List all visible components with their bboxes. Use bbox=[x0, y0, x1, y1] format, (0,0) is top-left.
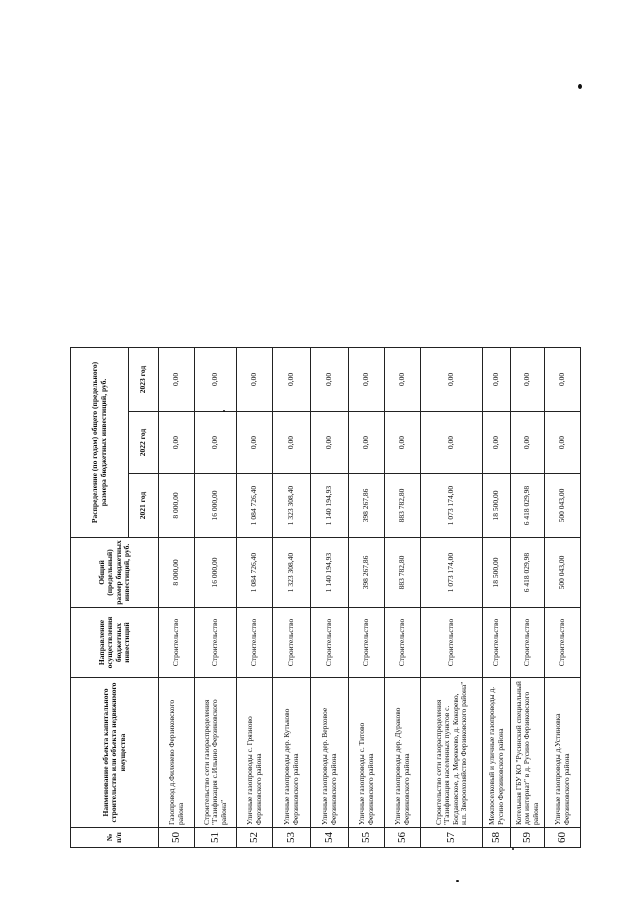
object-name: Уличные газопроводы дер. Кутьково Ферзиковского района bbox=[273, 678, 311, 828]
amount-2023: 0,00 bbox=[349, 347, 385, 411]
row-number: 53 bbox=[273, 828, 311, 848]
total-amount: 1 084 726,40 bbox=[237, 538, 273, 608]
table-row bbox=[311, 347, 349, 847]
row-number: 50 bbox=[159, 828, 195, 848]
row-number: 57 bbox=[421, 828, 483, 848]
investment-direction: Строительство bbox=[511, 608, 545, 678]
object-name: Строительство сети газораспределения "Газификация населенных пунктов с. Богдановское, д. Мерекеево, д. Кокорево, н.п. Звероохозяйство Ферзиковского района" bbox=[421, 678, 483, 828]
header-distribution: Распределение (по годам) общего (предельного) размера бюджетных инвестиций, руб. bbox=[71, 347, 129, 537]
table-row bbox=[349, 347, 385, 847]
amount-2021: 883 782,80 bbox=[385, 474, 421, 538]
object-name: Котельная ГБУ КО "Русинский специальный дом интернат" в д. Русино Ферзиковского района bbox=[511, 678, 545, 828]
amount-2023: 0,00 bbox=[483, 347, 511, 411]
amount-2022: 0,00 bbox=[311, 412, 349, 474]
table-row bbox=[237, 347, 273, 847]
rotated-table-container bbox=[70, 348, 580, 848]
investment-direction: Строительство bbox=[349, 608, 385, 678]
header-2021: 2021 год bbox=[129, 474, 159, 538]
investment-direction: Строительство bbox=[237, 608, 273, 678]
investment-direction: Строительство bbox=[195, 608, 237, 678]
header-num: № п/п bbox=[71, 828, 159, 848]
object-name: Межпоселковый и уличные газопроводы д. Русино Ферзиковского района bbox=[483, 678, 511, 828]
row-number: 55 bbox=[349, 828, 385, 848]
object-name: Уличные газопроводы с. Титово Ферзиковского района bbox=[349, 678, 385, 828]
amount-2023: 0,00 bbox=[273, 347, 311, 411]
amount-2021: 1 140 194,93 bbox=[311, 474, 349, 538]
amount-2023: 0,00 bbox=[195, 347, 237, 411]
scan-speck bbox=[578, 84, 582, 89]
header-total: Общий (предельный) размер бюджетных инвестиций, руб. bbox=[71, 538, 159, 608]
object-name: Уличные газопроводы д.Устиновка Ферзиковского района bbox=[545, 678, 581, 828]
amount-2022: 0,00 bbox=[545, 412, 581, 474]
row-number: 52 bbox=[237, 828, 273, 848]
object-name: Газопровод д.Филенево Ферзиковского района bbox=[159, 678, 195, 828]
total-amount: 16 000,00 bbox=[195, 538, 237, 608]
row-number: 59 bbox=[511, 828, 545, 848]
scan-speck bbox=[223, 410, 225, 412]
amount-2023: 0,00 bbox=[545, 347, 581, 411]
investment-direction: Строительство bbox=[421, 608, 483, 678]
header-2023: 2023 год bbox=[129, 347, 159, 411]
amount-2022: 0,00 bbox=[237, 412, 273, 474]
amount-2022: 0,00 bbox=[385, 412, 421, 474]
investment-direction: Строительство bbox=[273, 608, 311, 678]
row-number: 60 bbox=[545, 828, 581, 848]
amount-2022: 0,00 bbox=[511, 412, 545, 474]
total-amount: 1 073 174,00 bbox=[421, 538, 483, 608]
investment-direction: Строительство bbox=[311, 608, 349, 678]
budget-investments-table bbox=[70, 347, 581, 848]
amount-2021: 16 000,00 bbox=[195, 474, 237, 538]
amount-2022: 0,00 bbox=[195, 412, 237, 474]
amount-2022: 0,00 bbox=[159, 412, 195, 474]
amount-2021: 1 073 174,00 bbox=[421, 474, 483, 538]
amount-2021: 6 418 029,98 bbox=[511, 474, 545, 538]
amount-2023: 0,00 bbox=[385, 347, 421, 411]
total-amount: 18 500,00 bbox=[483, 538, 511, 608]
row-number: 54 bbox=[311, 828, 349, 848]
amount-2023: 0,00 bbox=[511, 347, 545, 411]
header-row bbox=[71, 347, 129, 847]
total-amount: 8 000,00 bbox=[159, 538, 195, 608]
amount-2021: 1 323 308,40 bbox=[273, 474, 311, 538]
total-amount: 1 140 194,93 bbox=[311, 538, 349, 608]
amount-2022: 0,00 bbox=[273, 412, 311, 474]
total-amount: 6 418 029,98 bbox=[511, 538, 545, 608]
investment-direction: Строительство bbox=[545, 608, 581, 678]
amount-2023: 0,00 bbox=[159, 347, 195, 411]
scan-speck bbox=[512, 848, 514, 850]
investment-direction: Строительство bbox=[483, 608, 511, 678]
object-name: Уличные газопроводы дер. Верховое Ферзиковского района bbox=[311, 678, 349, 828]
amount-2023: 0,00 bbox=[237, 347, 273, 411]
amount-2021: 398 267,86 bbox=[349, 474, 385, 538]
total-amount: 1 323 308,40 bbox=[273, 538, 311, 608]
amount-2021: 8 000,00 bbox=[159, 474, 195, 538]
amount-2021: 500 043,00 bbox=[545, 474, 581, 538]
total-amount: 500 043,00 bbox=[545, 538, 581, 608]
amount-2023: 0,00 bbox=[311, 347, 349, 411]
amount-2023: 0,00 bbox=[421, 347, 483, 411]
object-name: Уличные газопроводы с. Грязново Ферзиковского района bbox=[237, 678, 273, 828]
row-number: 58 bbox=[483, 828, 511, 848]
table-row bbox=[421, 347, 483, 847]
amount-2022: 0,00 bbox=[483, 412, 511, 474]
investment-direction: Строительство bbox=[159, 608, 195, 678]
object-name: Строительство сети газораспределения "Газификация с.Ильино Ферзиковского района" bbox=[195, 678, 237, 828]
table-body bbox=[159, 347, 581, 847]
header-direction: Направление осуществления бюджетных инвестиций bbox=[71, 608, 159, 678]
object-name: Уличные газопроводы дер. Дураково Ферзиковского района bbox=[385, 678, 421, 828]
table-row bbox=[273, 347, 311, 847]
amount-2022: 0,00 bbox=[421, 412, 483, 474]
table-row bbox=[511, 347, 545, 847]
row-number: 56 bbox=[385, 828, 421, 848]
amount-2021: 18 500,00 bbox=[483, 474, 511, 538]
scan-speck bbox=[456, 880, 459, 882]
amount-2022: 0,00 bbox=[349, 412, 385, 474]
table-row bbox=[195, 347, 237, 847]
header-name: Наименование объекта капитального строительства или объекта недвижимого имущества bbox=[71, 678, 159, 828]
row-number: 51 bbox=[195, 828, 237, 848]
table-row bbox=[545, 347, 581, 847]
investment-direction: Строительство bbox=[385, 608, 421, 678]
header-2022: 2022 год bbox=[129, 412, 159, 474]
table-row bbox=[385, 347, 421, 847]
table-row bbox=[483, 347, 511, 847]
total-amount: 398 267,86 bbox=[349, 538, 385, 608]
total-amount: 883 782,80 bbox=[385, 538, 421, 608]
table-row bbox=[159, 347, 195, 847]
amount-2021: 1 084 726,40 bbox=[237, 474, 273, 538]
